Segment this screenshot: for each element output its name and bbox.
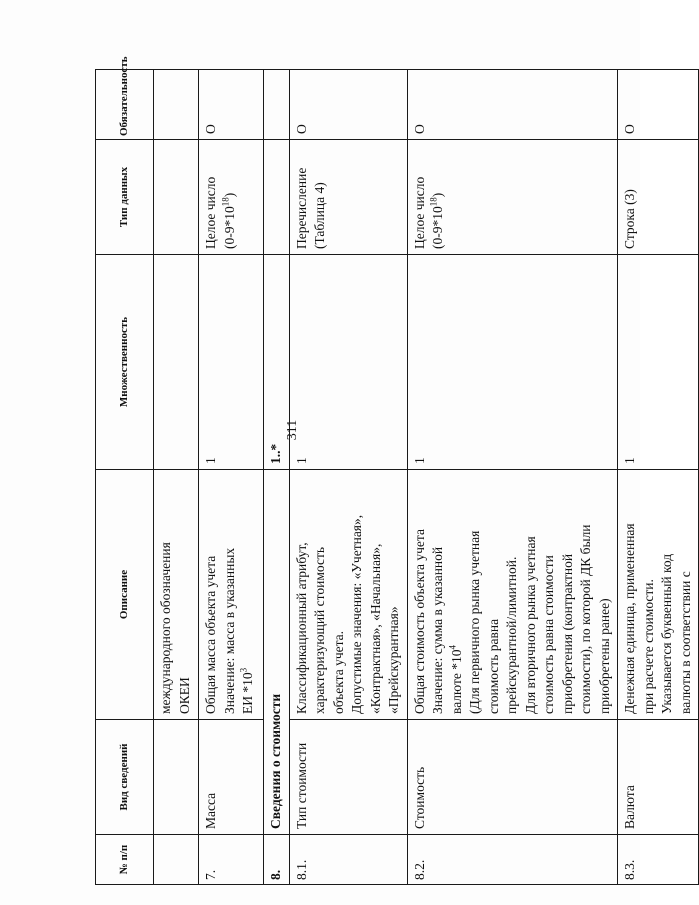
exponent: 18 [220,197,230,207]
table-row-8-1 [289,70,407,885]
exponent: 4 [447,645,457,650]
data-type-line: Целое число [411,176,427,249]
cell-mandatory: О [289,70,407,140]
attributes-table-wrapper [95,56,693,885]
data-type-line: Строка (3) [622,189,637,249]
cell-kind: Валюта [618,720,699,835]
cell-kind: Тип стоимости [289,720,407,835]
description-line: приобретения (контрактной [559,553,575,714]
description-line: Общая масса объекта учета [203,555,218,714]
cell-num [154,835,199,885]
cell-num: 8. [264,835,290,885]
cell-multiplicity: 1 [618,255,699,470]
cell-kind: Масса [199,720,264,835]
cell-num: 7. [199,835,264,885]
table-row-8-2 [407,70,618,885]
cell-mandatory: О [407,70,618,140]
description-line: Для вторичного рынка учетная [522,536,538,714]
description-line: стоимость равна стоимости [541,555,556,714]
description-line: ОКЕИ [176,677,192,714]
description-line: Допустимые значения: «Учетная», [349,514,364,714]
header-kind: Вид сведений [96,720,154,835]
header-mandatory: Обязательность [96,70,154,140]
description-line: Денежная единица, примененная [622,523,637,714]
cell-mandatory [154,70,199,140]
cell-data-type [289,140,407,255]
exponent: 3 [238,667,249,673]
cell-section-title: Сведения о стоимости [264,470,290,835]
cell-description [618,470,699,720]
description-line: Указывается буквенный код [659,553,674,714]
cell-num: 8.3. [618,835,699,885]
data-type-text: (0-9*10 [430,206,445,249]
description-line: валюты в соответствии с [677,571,693,714]
header-description: Описание [96,470,154,720]
data-type-line [221,145,240,249]
data-type-tail: ) [430,192,445,198]
description-line: стоимость равна [485,618,501,714]
cell-multiplicity: 1 [407,255,618,470]
page-number: 311 [285,419,300,441]
description-line: прейскурантной/лимитной. [504,556,519,714]
exponent: 18 [428,197,439,207]
attributes-table [95,56,699,885]
description-text: валюте *10 [448,649,464,714]
table-row-8 [264,70,290,885]
description-line: приобретены ранее) [596,598,612,714]
cell-data-type [154,140,199,255]
data-type-text: (0-9*10 [221,206,237,249]
data-type-line [429,145,448,249]
cell-kind [154,720,199,835]
cell-mandatory: О [618,70,699,140]
data-type-line: Целое число [203,176,218,249]
cell-data-type [199,140,264,255]
cell-multiplicity: 1..* [264,255,290,470]
cell-data-type [618,140,699,255]
description-line: Значение: масса в указанных [221,547,237,714]
cell-mandatory: О [199,70,264,140]
description-line: международного обозначения [158,542,173,714]
cell-num: 8.2. [407,835,618,885]
description-line: «Контрактная», «Начальная», [367,543,383,714]
table-row-8-3 [618,70,699,885]
header-data-type: Тип данных [96,140,154,255]
data-type-tail: ) [221,192,237,198]
data-type-line: (Таблица 4) [312,182,327,249]
description-line: при расчете стоимости. [640,579,656,714]
description-line: Общая стоимость объекта учета [411,529,427,714]
description-line: стоимости), по которой ДК были [578,524,593,714]
description-line [448,475,467,714]
cell-multiplicity: 1 [289,255,407,470]
table-row-continuation [154,70,199,885]
cell-multiplicity: 1 [199,255,264,470]
description-line: объекта учета. [330,630,346,714]
cell-kind: Стоимость [407,720,618,835]
cell-description [407,470,618,720]
description-line: Классификационный атрибут, [293,542,309,714]
table-row-7 [199,70,264,885]
description-line [239,475,258,714]
data-type-line: Перечисление [293,167,309,249]
cell-multiplicity [154,255,199,470]
cell-description [289,470,407,720]
cell-description [154,470,199,720]
description-line: характеризующий стоимость [312,546,327,714]
description-line: Значение: сумма в указанной [430,546,445,714]
cell-data-type [264,140,290,255]
description-text: ЕИ *10 [240,672,255,714]
header-multiplicity: Множественность [96,255,154,470]
header-num: № п/п [96,835,154,885]
description-line: (Для первичного рынка учетная [467,530,482,714]
description-line: «Прейскурантная» [386,606,401,714]
table-header-row [96,70,154,885]
cell-data-type [407,140,618,255]
cell-num: 8.1. [289,835,407,885]
cell-description [199,470,264,720]
cell-mandatory [264,70,290,140]
